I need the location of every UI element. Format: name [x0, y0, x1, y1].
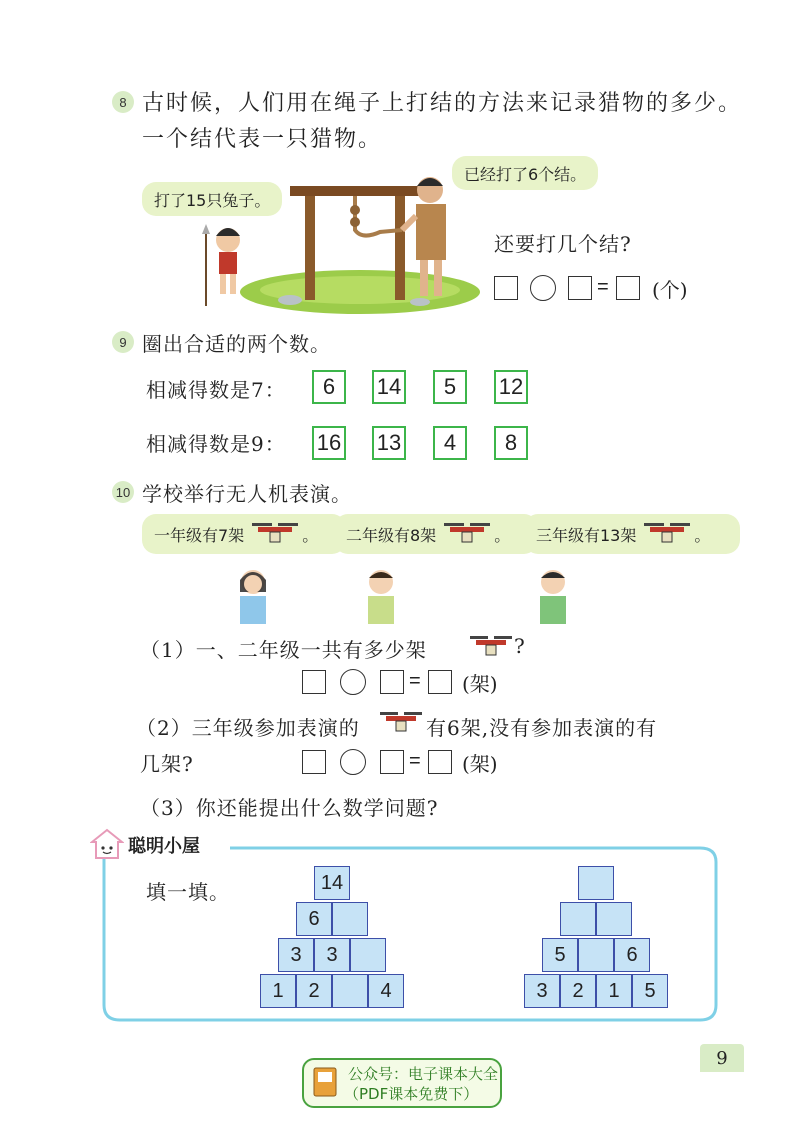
- q10-part2-text-a: （2）三年级参加表演的: [136, 716, 360, 740]
- page-number: 9: [700, 1044, 744, 1072]
- pyramid-cell: 1: [596, 974, 632, 1008]
- book-icon: [312, 1066, 340, 1100]
- smart-house-instruction: 填一填。: [146, 880, 230, 904]
- speech-bubble-adult: 已经打了6个结。: [452, 156, 598, 190]
- house-icon: [90, 828, 124, 860]
- q9-row1-label: 相减得数是7：: [146, 378, 286, 402]
- q8-text-line1: 古时候，人们用在绳子上打结的方法来记录猎物的多少。: [142, 91, 743, 116]
- bubble-end: 。: [694, 525, 711, 545]
- bubble-text: 三年级有13架: [536, 525, 637, 545]
- unit-label: (架): [462, 672, 498, 696]
- footer-badge: [302, 1058, 502, 1108]
- number-option[interactable]: 14: [372, 370, 406, 404]
- question-number-8: 8: [112, 91, 134, 113]
- q9-title: 圈出合适的两个数。: [142, 332, 331, 356]
- q9-row2-label: 相减得数是9：: [146, 432, 286, 456]
- pyramid-cell: 6: [296, 902, 332, 936]
- footer-line2: （PDF课本免费下）: [344, 1085, 479, 1103]
- pyramid-cell: 2: [560, 974, 596, 1008]
- equals-sign: =: [409, 670, 421, 692]
- pyramid-cell: 3: [314, 938, 350, 972]
- question-number-10: 10: [112, 481, 134, 503]
- q10-part1-end: ?: [514, 634, 526, 658]
- pyramid-cell[interactable]: [350, 938, 386, 972]
- bubble-text: 一年级有7架: [154, 525, 245, 545]
- pyramid-cell: 14: [314, 866, 350, 900]
- q10-part1-text: （1）一、二年级一共有多少架: [140, 638, 427, 662]
- question-number-9: 9: [112, 331, 134, 353]
- pyramid-cell: 3: [278, 938, 314, 972]
- q8-text-line2: 一个结代表一只猎物。: [142, 127, 383, 152]
- pyramid-cell: 1: [260, 974, 296, 1008]
- q10-part2-text-c: 几架?: [140, 752, 194, 776]
- equals-sign: =: [409, 750, 421, 772]
- number-option[interactable]: 8: [494, 426, 528, 460]
- number-option[interactable]: 4: [433, 426, 467, 460]
- unit-label: (个): [652, 278, 688, 302]
- pyramid-cell[interactable]: [578, 866, 614, 900]
- pyramid-cell[interactable]: [332, 902, 368, 936]
- bubble-end: 。: [494, 525, 511, 545]
- unit-label: (架): [462, 752, 498, 776]
- equals-sign: =: [597, 276, 609, 298]
- speech-bubble-child: 打了15只兔子。: [142, 182, 282, 216]
- number-option[interactable]: 5: [433, 370, 467, 404]
- q8-question: 还要打几个结?: [494, 232, 632, 256]
- pyramid-cell: 5: [632, 974, 668, 1008]
- number-option[interactable]: 16: [312, 426, 346, 460]
- bubble-end: 。: [302, 525, 319, 545]
- number-option[interactable]: 13: [372, 426, 406, 460]
- pyramid-cell: 6: [614, 938, 650, 972]
- footer-line1: 公众号：电子课本大全: [348, 1065, 499, 1083]
- q10-part3-text: （3）你还能提出什么数学问题?: [140, 796, 439, 820]
- pyramid-cell[interactable]: [596, 902, 632, 936]
- number-option[interactable]: 12: [494, 370, 528, 404]
- pyramid-cell: 2: [296, 974, 332, 1008]
- number-option[interactable]: 6: [312, 370, 346, 404]
- pyramid-cell[interactable]: [578, 938, 614, 972]
- smart-house-title: 聪明小屋: [128, 836, 200, 857]
- pyramid-cell: 3: [524, 974, 560, 1008]
- pyramid-cell: 4: [368, 974, 404, 1008]
- pyramid-cell[interactable]: [560, 902, 596, 936]
- q10-title: 学校举行无人机表演。: [142, 482, 352, 506]
- q10-part2-text-b: 有6架,没有参加表演的有: [426, 716, 658, 740]
- pyramid-cell[interactable]: [332, 974, 368, 1008]
- pyramid-cell: 5: [542, 938, 578, 972]
- bubble-text: 二年级有8架: [346, 525, 437, 545]
